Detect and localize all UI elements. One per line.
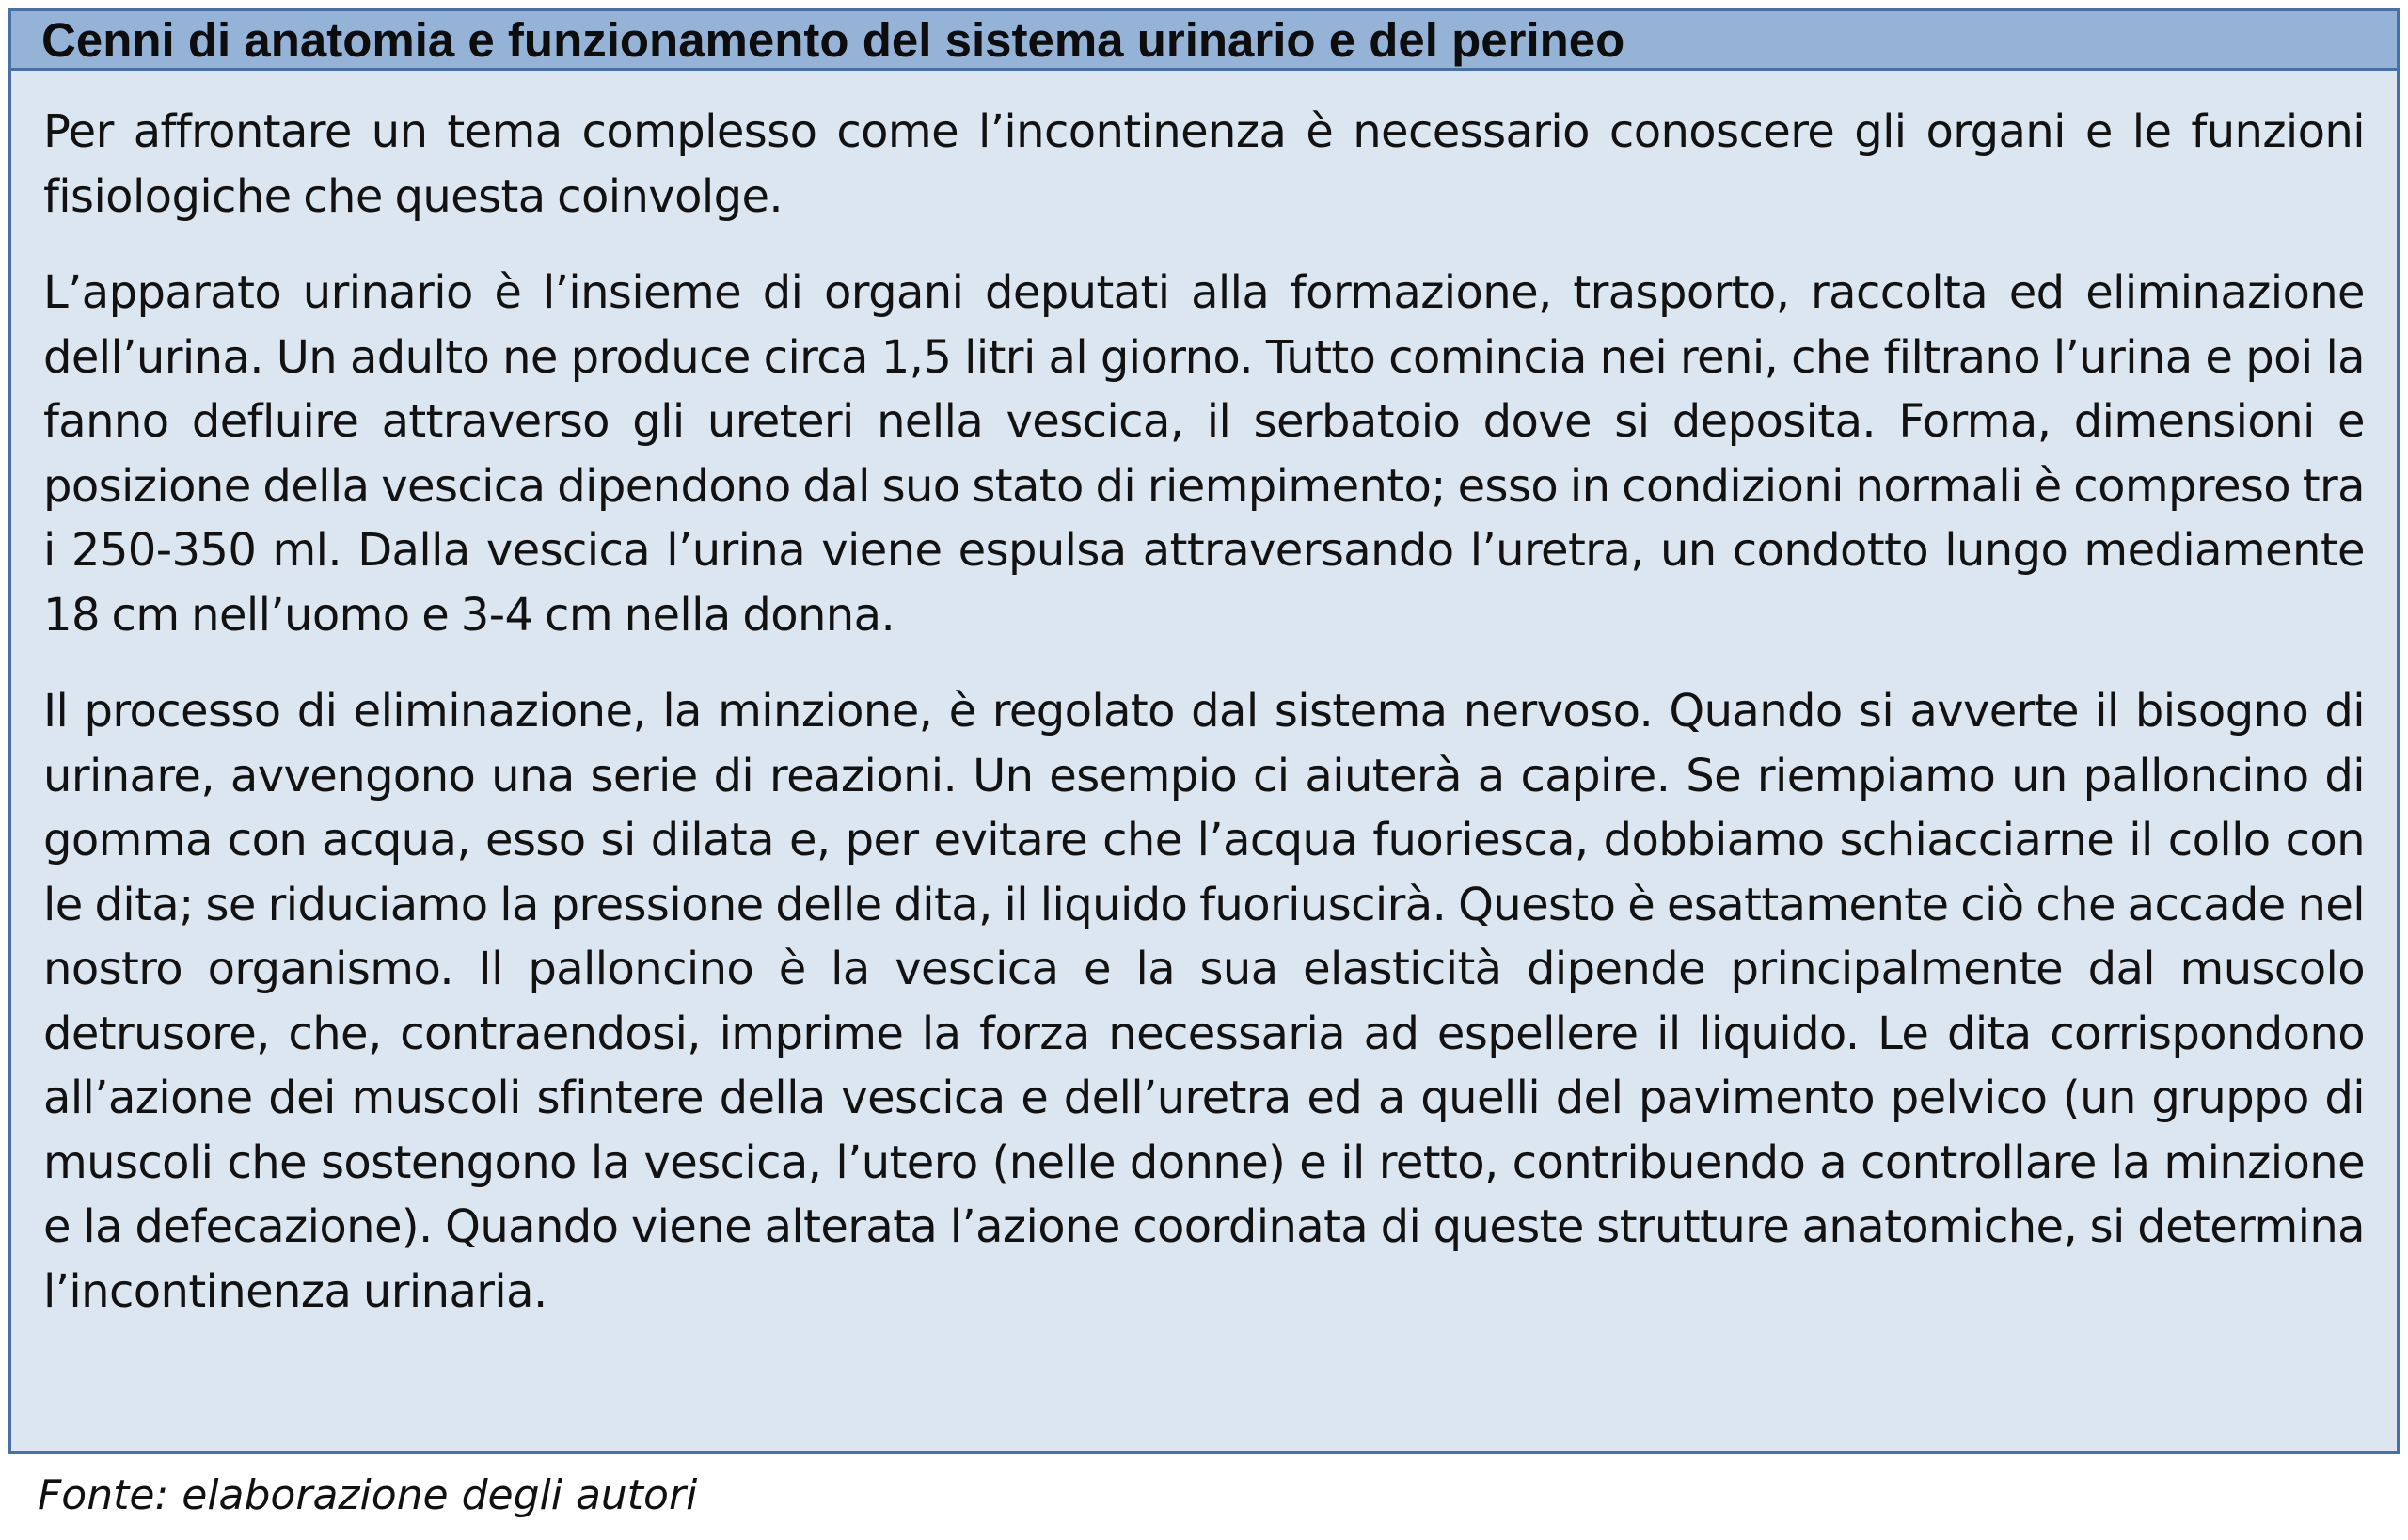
info-box-title: Cenni di anatomia e funzionamento del sistema urinario e del perineo (41, 12, 1625, 67)
paragraph-micturition: Il processo di eliminazione, la minzione, è regolato dal sistema nervoso. Quando si avverte il bisogno di urinare, avvengono una serie di reazioni. Un esempio ci aiuterà a capire. Se riempiamo un palloncino di gomma con acqua, esso si dilata e, per evitare che l’acqua fuoriesca, dobbiamo schiacciarne il collo con le dita; se riduciamo la pressione delle dita, il liquido fuoriuscirà. Questo è esattamente ciò che accade nel nostro organismo. Il palloncino è la vescica e la sua elasticità dipende principalmente dal muscolo detrusore, che, contraendosi, imprime la forza necessaria ad espellere il liquido. Le dita corrispondono all’azione dei muscoli sfintere della vescica e dell’uretra ed a quelli del pavimento pelvico (un gruppo di muscoli che sostengono la vescica, l’utero (nelle donne) e il retto, contribuendo a controllare la minzione e la defecazione). Quando viene alterata l’azione coordinata di queste strutture anatomiche, si determina l’incontinenza urinaria. (43, 685, 2365, 1318)
paragraph-intro: Per affrontare un tema complesso come l’incontinenza è necessario conoscere gli organi e le funzioni fisiologiche che questa coinvolge. (43, 105, 2365, 223)
info-box-body (11, 71, 2397, 1324)
source-note: Fonte: elaborazione degli autori (38, 1471, 698, 1519)
info-box (8, 8, 2400, 1454)
info-box-header (11, 11, 2397, 71)
paragraph-urinary-apparatus: L’apparato urinario è l’insieme di organi deputati alla formazione, trasporto, raccolta ed eliminazione dell’urina. Un adulto ne produce circa 1,5 litri al giorno. Tutto comincia nei reni, che filtrano l’urina e poi la fanno defluire attraverso gli ureteri nella vescica, il serbatoio dove si deposita. Forma, dimensioni e posizione della vescica dipendono dal suo stato di riempimento; esso in condizioni normali è compreso tra i 250-350 ml. Dalla vescica l’urina viene espulsa attraversando l’uretra, un condotto lungo mediamente 18 cm nell’uomo e 3-4 cm nella donna. (43, 266, 2365, 642)
